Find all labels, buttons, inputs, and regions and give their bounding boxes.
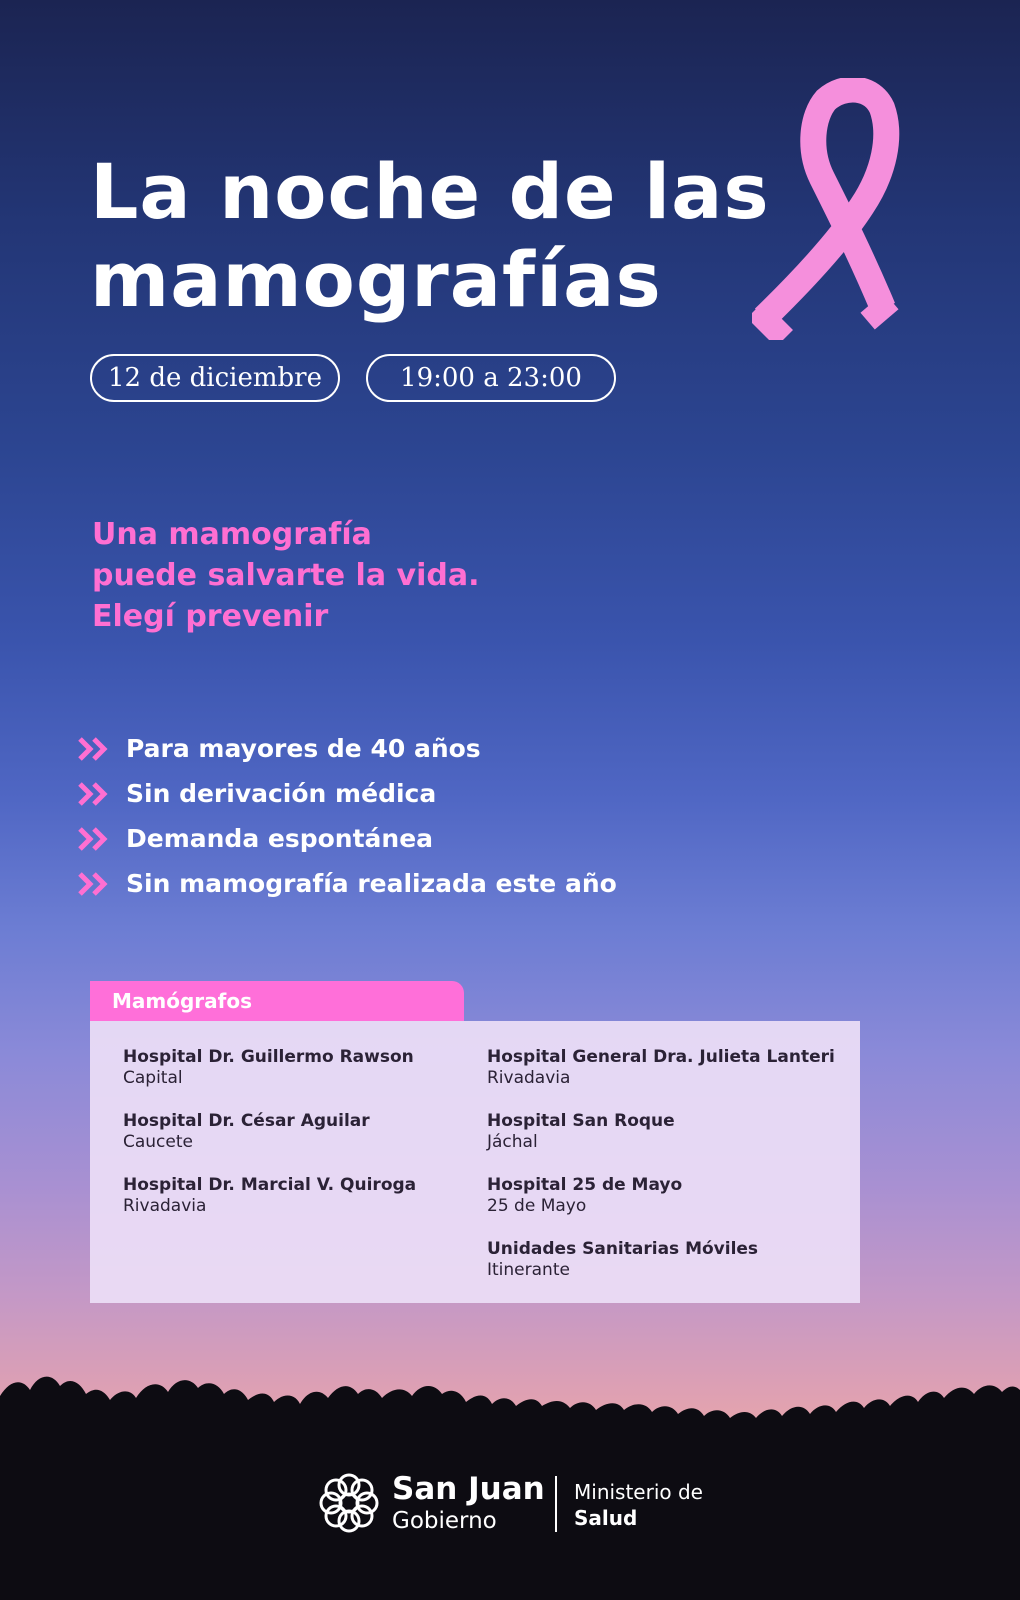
list-item: [78, 816, 617, 861]
requirement-text: Para mayores de 40 años: [126, 734, 481, 763]
ministry-name: Salud: [574, 1506, 638, 1530]
hospital-name: Hospital 25 de Mayo: [487, 1175, 683, 1195]
slogan-line-3: Elegí prevenir: [92, 599, 329, 634]
requirement-text: Sin derivación médica: [126, 779, 437, 808]
slogan-line-2: puede salvarte la vida.: [92, 558, 480, 593]
requirement-text: Demanda espontánea: [126, 824, 434, 853]
hospital-location: Rivadavia: [487, 1068, 571, 1088]
date-pill: 12 de diciembre: [90, 354, 340, 402]
list-item: [78, 771, 617, 816]
brand-name: San Juan: [392, 1471, 545, 1507]
page-title: [90, 148, 770, 324]
mamografos-heading: Mamógrafos: [90, 981, 464, 1021]
hospital-location: Caucete: [123, 1132, 193, 1152]
hospital-name: Hospital Dr. César Aguilar: [123, 1111, 370, 1131]
double-chevron-icon: [78, 827, 110, 851]
hospital-entry: [487, 1239, 835, 1281]
hospital-entry: [123, 1111, 416, 1153]
hospitals-right-column: [487, 1047, 835, 1303]
brand-sub: Gobierno: [392, 1508, 497, 1534]
hospital-location: Rivadavia: [123, 1196, 207, 1216]
footer-divider: [555, 1476, 557, 1532]
hospital-name: Hospital Dr. Marcial V. Quiroga: [123, 1175, 417, 1195]
hospital-entry: [487, 1047, 835, 1089]
double-chevron-icon: [78, 782, 110, 806]
hospital-entry: [123, 1047, 416, 1089]
requirement-text: Sin mamografía realizada este año: [126, 869, 617, 898]
pink-ribbon-icon: [752, 78, 912, 340]
list-item: [78, 726, 617, 771]
hospital-name: Unidades Sanitarias Móviles: [487, 1239, 759, 1259]
requirements-list: [78, 726, 617, 906]
time-pill: 19:00 a 23:00: [366, 354, 616, 402]
hospital-location: Jáchal: [487, 1132, 538, 1152]
hospital-location: Itinerante: [487, 1260, 570, 1280]
san-juan-flower-logo-icon: [314, 1468, 384, 1538]
double-chevron-icon: [78, 872, 110, 896]
hospital-name: Hospital General Dra. Julieta Lanteri: [487, 1047, 835, 1067]
ministry-label: Ministerio de: [574, 1480, 703, 1504]
hospital-location: 25 de Mayo: [487, 1196, 587, 1216]
hospitals-panel: [90, 1021, 860, 1303]
hospital-location: Capital: [123, 1068, 183, 1088]
hospital-name: Hospital Dr. Guillermo Rawson: [123, 1047, 414, 1067]
double-chevron-icon: [78, 737, 110, 761]
title-line-2: mamografías: [90, 235, 662, 324]
hospital-entry: [487, 1111, 835, 1153]
slogan: [92, 514, 479, 637]
title-line-1: La noche de las: [90, 147, 770, 236]
hospitals-left-column: [123, 1047, 416, 1239]
hospital-name: Hospital San Roque: [487, 1111, 675, 1131]
list-item: [78, 861, 617, 906]
footer-logos: [0, 1466, 1020, 1546]
hospital-entry: [123, 1175, 416, 1217]
hospital-entry: [487, 1175, 835, 1217]
slogan-line-1: Una mamografía: [92, 517, 372, 552]
